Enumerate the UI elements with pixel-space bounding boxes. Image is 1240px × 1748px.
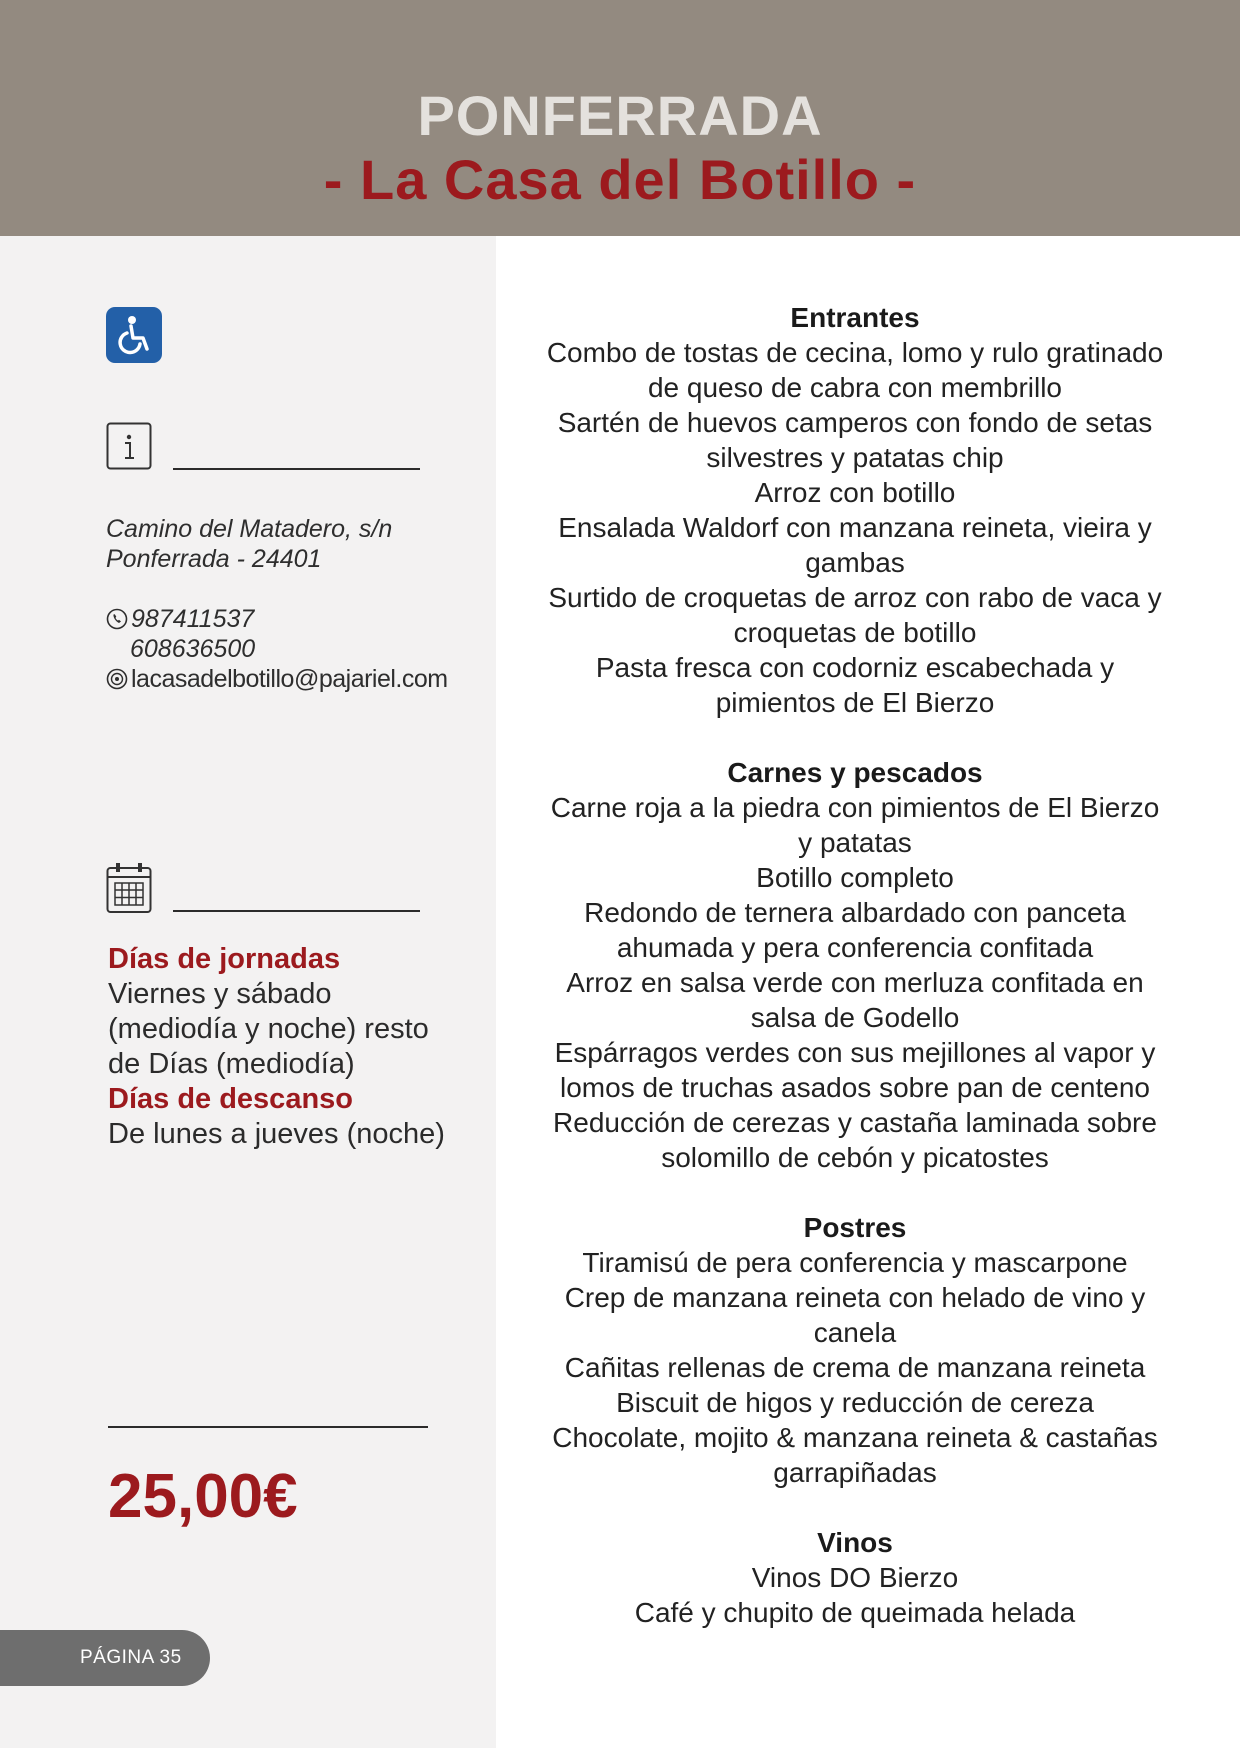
page-number: PÁGINA 35 xyxy=(80,1647,182,1668)
menu-item: Biscuit de higos y reducción de cereza xyxy=(616,1387,1094,1418)
section-title: Postres xyxy=(803,1212,907,1243)
menu-item: Cañitas rellenas de crema de manzana reineta xyxy=(564,1352,1146,1383)
menu-item: Tiramisú de pera conferencia y mascarpone xyxy=(582,1247,1128,1278)
restaurant-title: - La Casa del Botillo - xyxy=(323,148,917,211)
section-title: Carnes y pescados xyxy=(727,757,983,788)
menu-item: Reducción de cerezas y castaña laminada sobre solomillo de cebón y picatostes xyxy=(553,1107,1157,1173)
menu-item: Café y chupito de queimada helada xyxy=(634,1597,1076,1628)
section-title: Vinos xyxy=(817,1527,893,1558)
address xyxy=(106,514,392,574)
days-text: Viernes y sábado (mediodía y noche) resto de Días (mediodía) xyxy=(108,978,429,1080)
menu-item: Botillo completo xyxy=(756,862,954,893)
menu-item: Redondo de ternera albardado con panceta ahumada y pera conferencia confitada xyxy=(584,897,1126,963)
days-label: Días de jornadas xyxy=(108,943,341,975)
menu-item: Vinos DO Bierzo xyxy=(751,1562,959,1593)
menu-section-postres xyxy=(540,1210,1170,1490)
menu-section-carnes xyxy=(540,755,1170,1175)
menu-item: Combo de tostas de cecina, lomo y rulo gratinado de queso de cabra con membrillo xyxy=(546,337,1164,403)
menu-item: Pasta fresca con codorniz escabechada y pimientos de El Bierzo xyxy=(595,652,1115,718)
schedule-divider xyxy=(173,910,420,912)
schedule-block xyxy=(108,942,468,1152)
menu-section-entrantes xyxy=(540,300,1170,720)
phone-number-2[interactable]: 608636500 xyxy=(130,635,256,663)
menu-price: 25,00€ xyxy=(108,1462,298,1531)
menu-item: Carne roja a la piedra con pimientos de El Bierzo y patatas xyxy=(550,792,1160,858)
email-link[interactable]: lacasadelbotillo@pajariel.com xyxy=(131,665,448,693)
menu-item: Espárragos verdes con sus mejillones al vapor y lomos de truchas asados sobre pan de centeno xyxy=(554,1037,1156,1103)
section-title: Entrantes xyxy=(790,302,920,333)
address-city: Ponferrada - 24401 xyxy=(106,545,322,573)
menu-item: Chocolate, mojito & manzana reineta & castañas garrapiñadas xyxy=(552,1422,1158,1488)
phone-number-1[interactable]: 987411537 xyxy=(131,605,255,633)
rest-days-label: Días de descanso xyxy=(108,1083,353,1115)
menu-item: Surtido de croquetas de arroz con rabo de vaca y croquetas de botillo xyxy=(548,582,1162,648)
menu-item: Ensalada Waldorf con manzana reineta, vieira y gambas xyxy=(558,512,1152,578)
info-divider xyxy=(173,468,420,470)
menu-item: Arroz con botillo xyxy=(754,477,956,508)
address-street: Camino del Matadero, s/n xyxy=(106,515,393,543)
email-icon xyxy=(106,668,128,690)
info-icon xyxy=(106,422,152,470)
menu xyxy=(540,300,1170,1665)
contact-block xyxy=(106,604,448,694)
menu-item: Crep de manzana reineta con helado de vino y canela xyxy=(564,1282,1146,1348)
calendar-icon xyxy=(106,862,152,914)
menu-item: Arroz en salsa verde con merluza confitada en salsa de Godello xyxy=(566,967,1144,1033)
wheelchair-accessible-icon xyxy=(106,307,162,363)
menu-item: Sartén de huevos camperos con fondo de setas silvestres y patatas chip xyxy=(557,407,1153,473)
page-number-tab xyxy=(0,1630,210,1686)
menu-section-vinos xyxy=(540,1525,1170,1630)
rest-days-text: De lunes a jueves (noche) xyxy=(108,1118,445,1150)
city-title: PONFERRADA xyxy=(417,84,823,147)
price-divider xyxy=(108,1426,428,1428)
phone-icon xyxy=(106,608,128,630)
page-header xyxy=(0,0,1240,236)
